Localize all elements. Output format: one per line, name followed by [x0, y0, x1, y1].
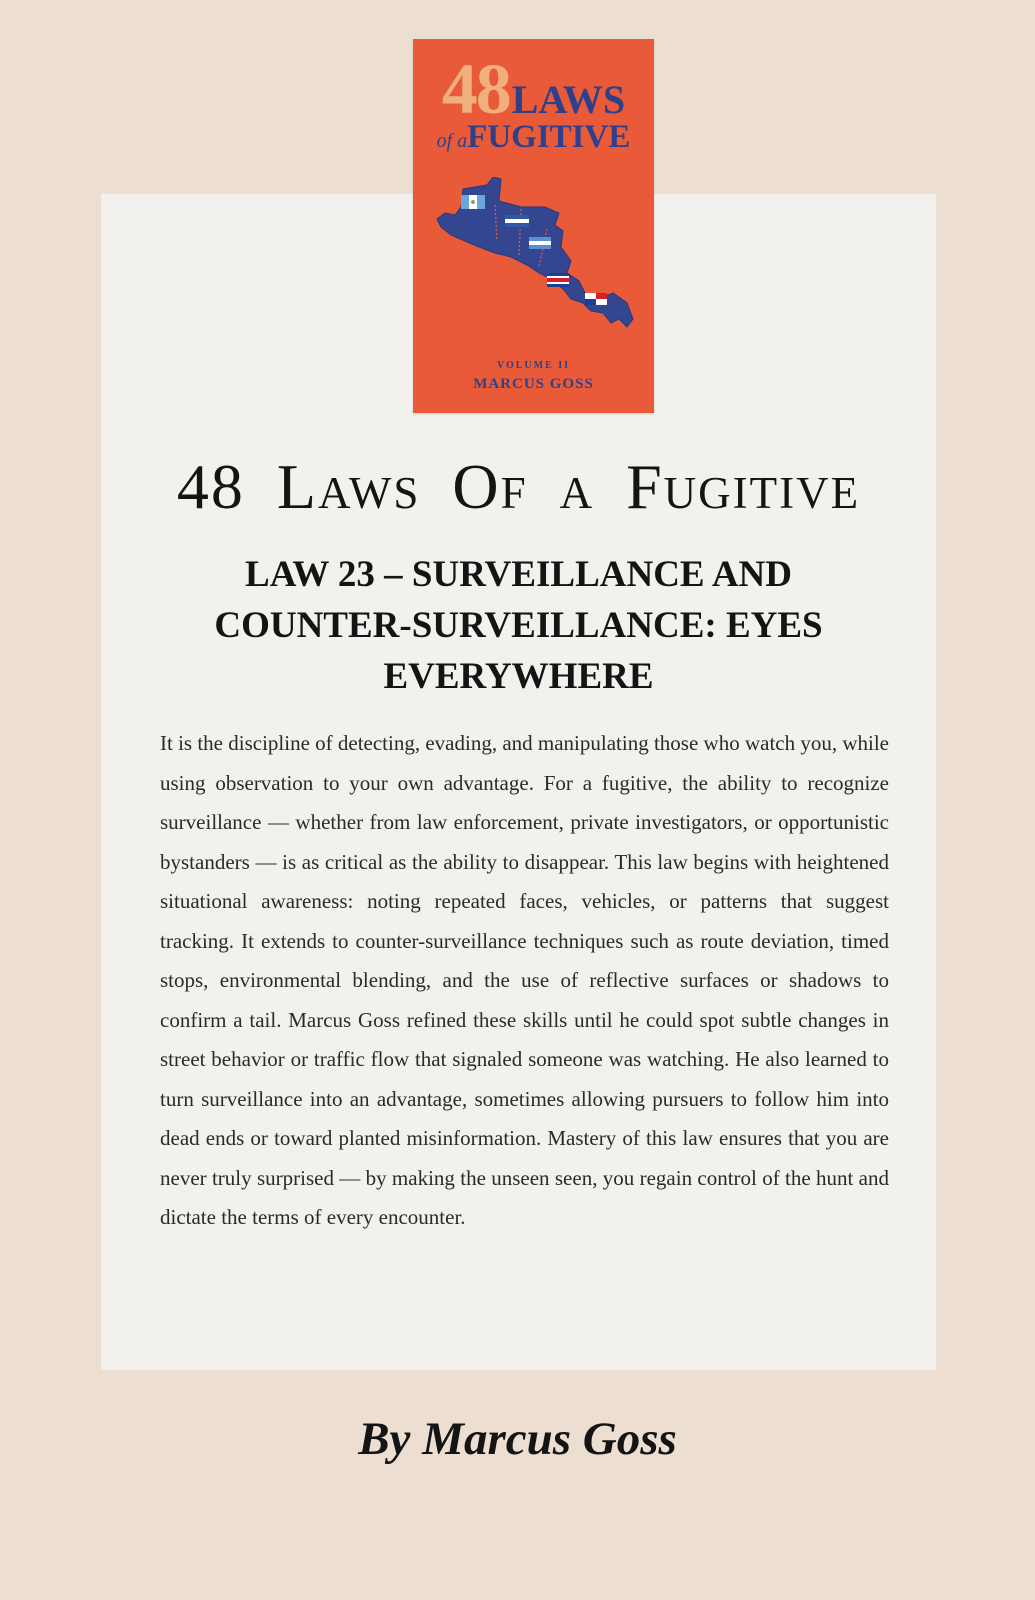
cover-of-a: of a [436, 130, 468, 152]
body-paragraph: It is the discipline of detecting, evading, and manipulating those who watch you, while using observation to your own advantage. For a fugitive, the ability to recognize surveillance — whether from law enforcement, private investigators, or opportunistic bystanders — is as critical as the ability to disappear. This law begins with heightened situational awareness: noting repeated faces, vehicles, or patterns that suggest tracking. It extends to counter-surveillance techniques such as route deviation, timed stops, environmental blending, and the use of reflective surfaces or shadows to confirm a tail. Marcus Goss refined these skills until he could spot subtle changes in street behavior or traffic flow that signaled someone was watching. He also learned to turn surveillance into an advantage, sometimes allowing pursuers to follow him into dead ends or toward planted misinformation. Mastery of this law ensures that you are never truly surprised — by making the unseen seen, you regain control of the hunt and dictate the terms of every encounter. [160, 731, 890, 1229]
cover-title [413, 49, 654, 155]
law-heading: LAW 23 – SURVEILLANCE AND COUNTER-SURVEILLANCE: EYES EVERYWHERE [214, 554, 823, 697]
flag-costa-rica-icon [547, 273, 569, 287]
byline: By Marcus Goss [358, 1413, 677, 1465]
cover-volume: VOLUME II [496, 360, 571, 371]
cover-number: 48 [441, 49, 510, 129]
flag-nicaragua-icon [529, 237, 551, 249]
cover-laws: LAWS [511, 77, 626, 122]
flag-guatemala-icon [461, 195, 485, 209]
page-title: 48 Laws Of a Fugitive [176, 451, 861, 522]
flag-panama-icon [585, 293, 607, 305]
central-america-map-icon [435, 177, 640, 337]
cover-fugitive: FUGITIVE [467, 119, 631, 155]
book-cover [413, 39, 654, 413]
cover-author: MARCUS GOSS [473, 376, 594, 392]
flag-honduras-icon [505, 215, 529, 227]
